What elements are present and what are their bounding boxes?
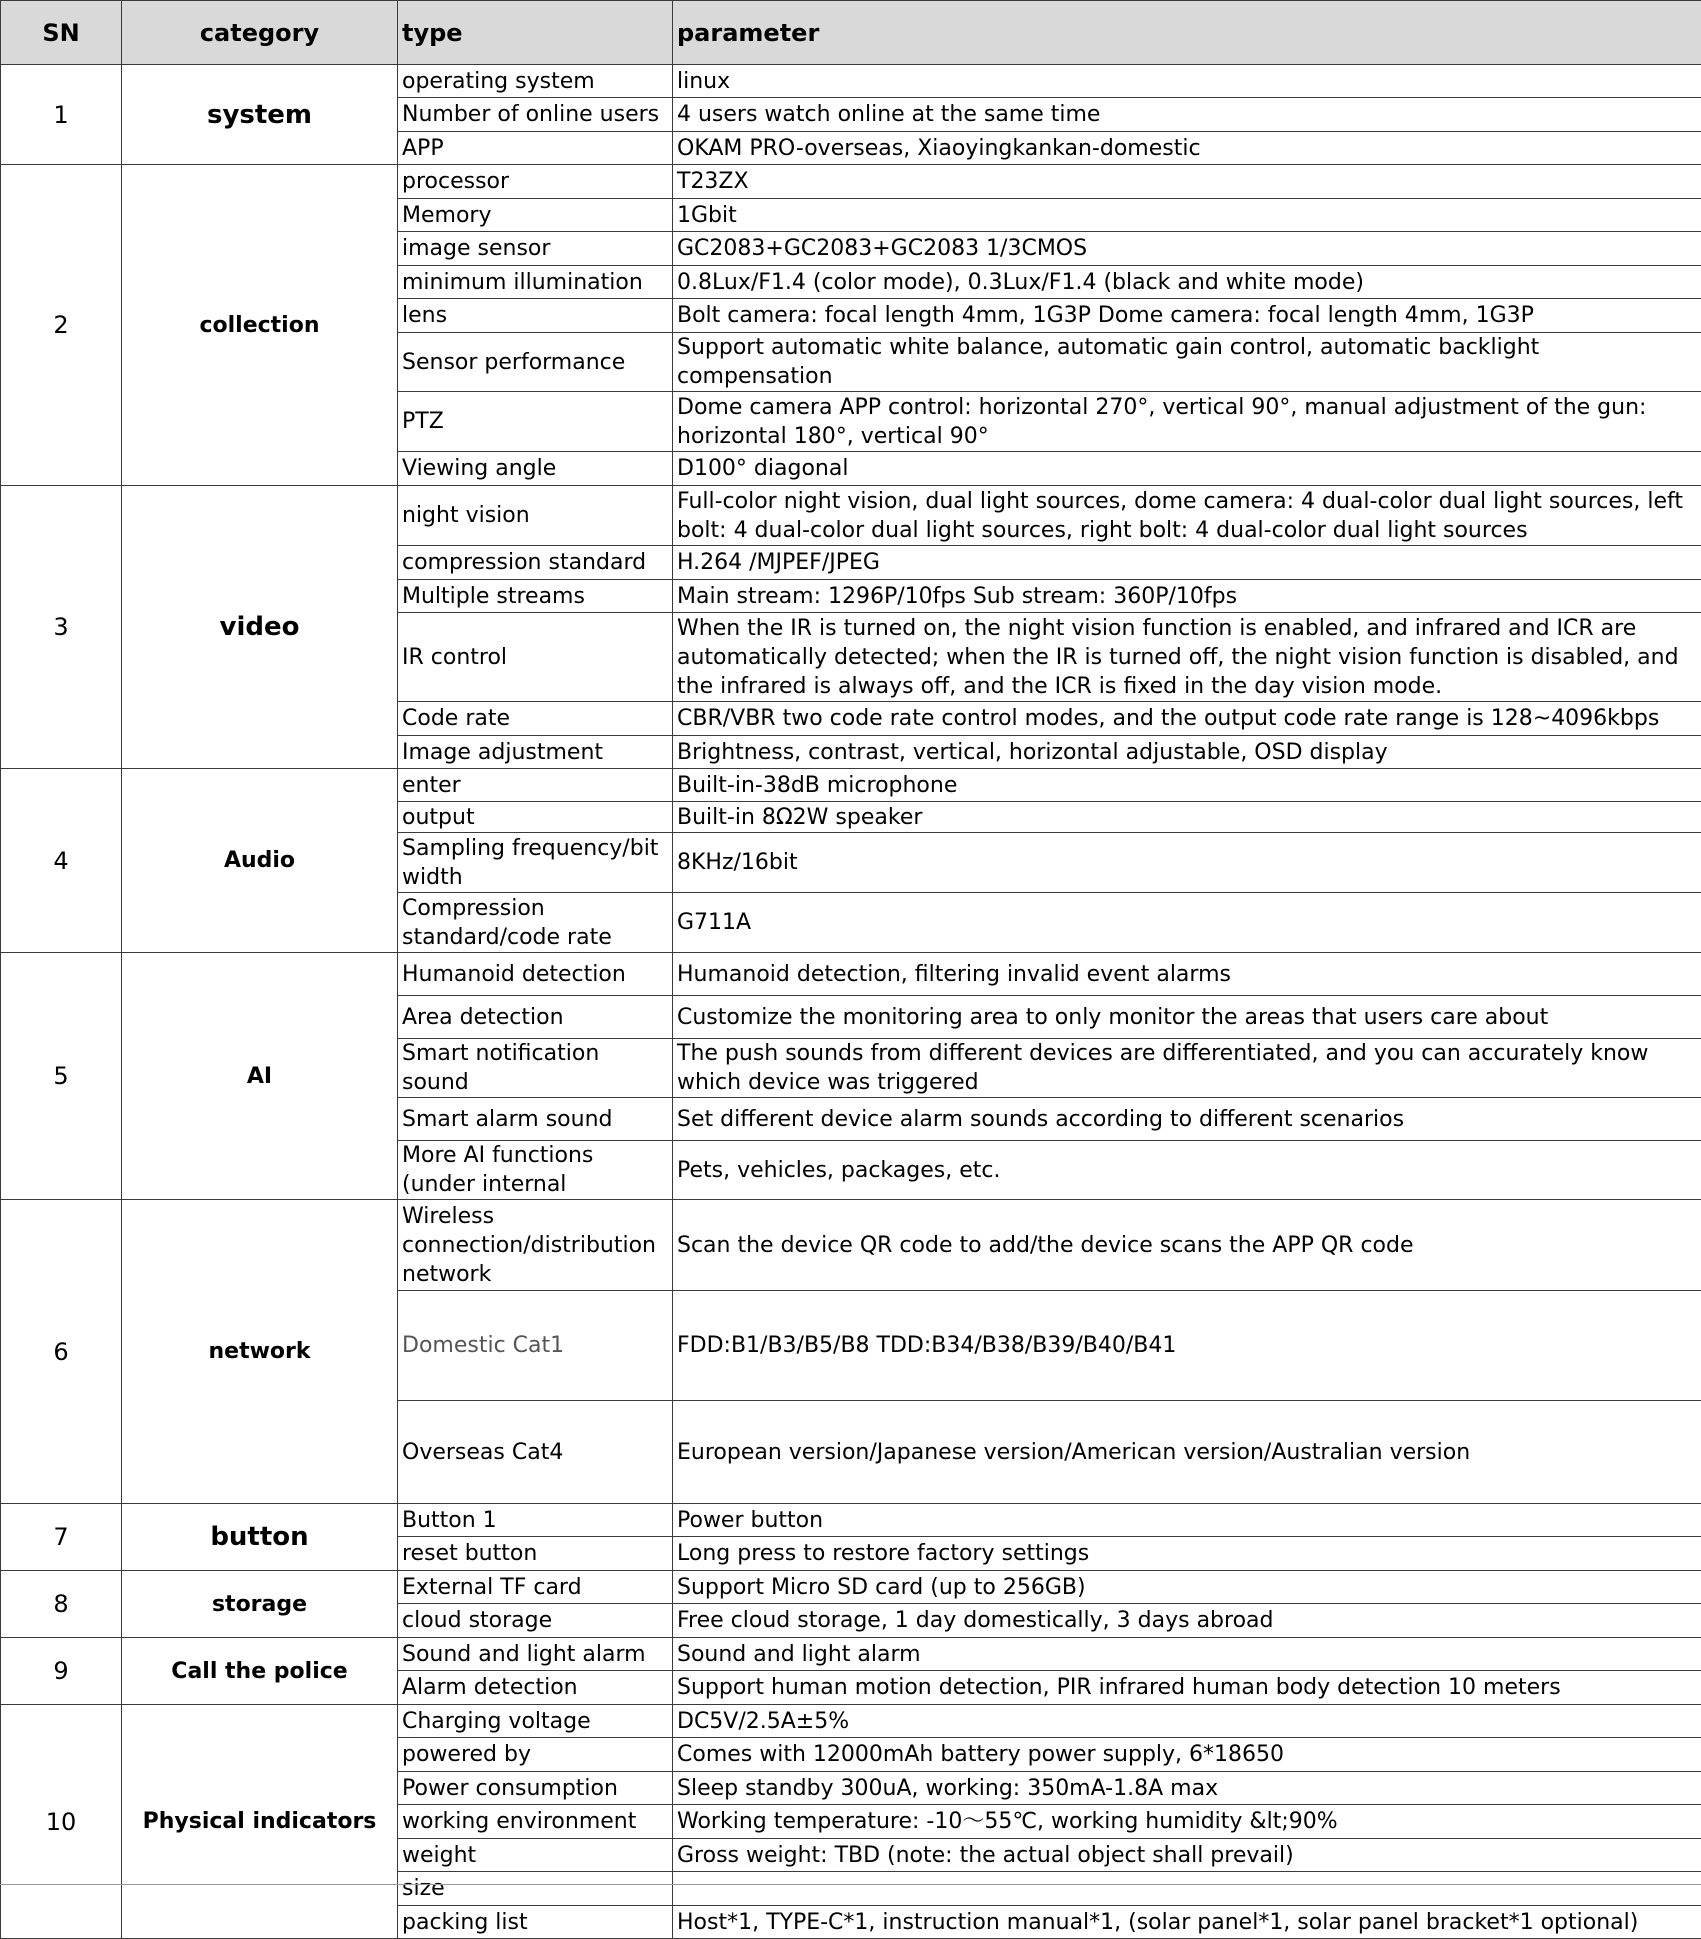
- table-row: [1, 486, 1701, 546]
- type-cell: External TF card: [398, 1571, 673, 1604]
- parameter-cell: GC2083+GC2083+GC2083 1/3CMOS: [673, 232, 1701, 266]
- type-cell: Smart alarm sound: [398, 1098, 673, 1141]
- type-cell: output: [398, 802, 673, 833]
- parameter-cell: Dome camera APP control: horizontal 270°, vertical 90°, manual adjustment of the gun: horizontal 180°, vertical 90°: [673, 392, 1701, 452]
- type-cell: operating system: [398, 65, 673, 98]
- parameter-cell: DC5V/2.5A±5%: [673, 1705, 1701, 1738]
- parameter-cell: FDD:B1/B3/B5/B8 TDD:B34/B38/B39/B40/B41: [673, 1291, 1701, 1401]
- type-cell: Button 1: [398, 1504, 673, 1537]
- type-cell: Sensor performance: [398, 333, 673, 392]
- type-cell: night vision: [398, 486, 673, 546]
- category-cell: Physical indicators: [122, 1705, 398, 1939]
- type-cell: Area detection: [398, 996, 673, 1039]
- sn-cell: 7: [1, 1504, 122, 1571]
- type-cell: enter: [398, 769, 673, 802]
- type-cell: Sound and light alarm: [398, 1638, 673, 1671]
- type-cell: Viewing angle: [398, 452, 673, 486]
- type-cell: Image adjustment: [398, 736, 673, 769]
- type-cell: size: [398, 1872, 673, 1906]
- sn-cell: 9: [1, 1638, 122, 1705]
- header-parameter: parameter: [673, 1, 1701, 65]
- category-cell: video: [122, 486, 398, 769]
- category-cell: Call the police: [122, 1638, 398, 1705]
- parameter-cell: Built-in 8Ω2W speaker: [673, 802, 1701, 833]
- category-cell: Audio: [122, 769, 398, 953]
- type-cell: processor: [398, 165, 673, 199]
- sn-cell: 2: [1, 165, 122, 486]
- parameter-cell: 0.8Lux/F1.4 (color mode), 0.3Lux/F1.4 (black and white mode): [673, 266, 1701, 299]
- table-row: [1, 1638, 1701, 1671]
- parameter-cell: Support automatic white balance, automatic gain control, automatic backlight compensation: [673, 333, 1701, 392]
- type-cell: Humanoid detection: [398, 953, 673, 996]
- parameter-cell: Free cloud storage, 1 day domestically, 3 days abroad: [673, 1604, 1701, 1638]
- category-cell: collection: [122, 165, 398, 486]
- parameter-cell: When the IR is turned on, the night vision function is enabled, and infrared and ICR are automatically detected; when the IR is turned off, the night vision function is disabled, and the infrared is always off, and the ICR is fixed in the day vision mode.: [673, 613, 1701, 702]
- parameter-cell: Support human motion detection, PIR infrared human body detection 10 meters: [673, 1671, 1701, 1705]
- parameter-cell: Bolt camera: focal length 4mm, 1G3P Dome camera: focal length 4mm, 1G3P: [673, 299, 1701, 333]
- type-cell: powered by: [398, 1738, 673, 1772]
- parameter-cell: G711A: [673, 893, 1701, 953]
- table-row: [1, 1200, 1701, 1291]
- parameter-cell: Set different device alarm sounds according to different scenarios: [673, 1098, 1701, 1141]
- type-cell: Wireless connection/distribution network: [398, 1200, 673, 1291]
- parameter-cell: D100° diagonal: [673, 452, 1701, 486]
- parameter-cell: 4 users watch online at the same time: [673, 98, 1701, 132]
- type-cell: Alarm detection: [398, 1671, 673, 1705]
- type-cell: Memory: [398, 199, 673, 232]
- type-cell: working environment: [398, 1805, 673, 1839]
- sn-cell: 8: [1, 1571, 122, 1638]
- parameter-cell: CBR/VBR two code rate control modes, and the output code rate range is 128~4096kbps: [673, 702, 1701, 736]
- table-row: [1, 953, 1701, 996]
- type-cell: Multiple streams: [398, 580, 673, 613]
- table-row: [1, 1571, 1701, 1604]
- parameter-cell: [673, 1872, 1701, 1906]
- type-cell: Number of online users: [398, 98, 673, 132]
- sn-cell: 4: [1, 769, 122, 953]
- category-cell: AI: [122, 953, 398, 1200]
- parameter-cell: Built-in-38dB microphone: [673, 769, 1701, 802]
- sn-cell: 6: [1, 1200, 122, 1504]
- sn-cell: 3: [1, 486, 122, 769]
- type-cell: packing list: [398, 1906, 673, 1939]
- table-row: [1, 1504, 1701, 1537]
- parameter-cell: Long press to restore factory settings: [673, 1537, 1701, 1571]
- bottom-divider: [0, 1884, 1701, 1885]
- header-type: type: [398, 1, 673, 65]
- category-cell: network: [122, 1200, 398, 1504]
- parameter-cell: Customize the monitoring area to only monitor the areas that users care about: [673, 996, 1701, 1039]
- parameter-cell: H.264 /MJPEF/JPEG: [673, 546, 1701, 580]
- table-row: [1, 165, 1701, 199]
- parameter-cell: Scan the device QR code to add/the device scans the APP QR code: [673, 1200, 1701, 1291]
- type-cell: Code rate: [398, 702, 673, 736]
- category-cell: storage: [122, 1571, 398, 1638]
- parameter-cell: Comes with 12000mAh battery power supply, 6*18650: [673, 1738, 1701, 1772]
- table-row: [1, 65, 1701, 98]
- parameter-cell: Host*1, TYPE-C*1, instruction manual*1, (solar panel*1, solar panel bracket*1 optional): [673, 1906, 1701, 1939]
- sn-cell: 1: [1, 65, 122, 165]
- sn-cell: 10: [1, 1705, 122, 1939]
- table-row: [1, 1705, 1701, 1738]
- type-cell: cloud storage: [398, 1604, 673, 1638]
- parameter-cell: Pets, vehicles, packages, etc.: [673, 1141, 1701, 1200]
- table-row: [1, 769, 1701, 802]
- parameter-cell: OKAM PRO-overseas, Xiaoyingkankan-domestic: [673, 132, 1701, 165]
- parameter-cell: European version/Japanese version/American version/Australian version: [673, 1401, 1701, 1504]
- sn-cell: 5: [1, 953, 122, 1200]
- parameter-cell: 1Gbit: [673, 199, 1701, 232]
- type-cell: Sampling frequency/bit width: [398, 833, 673, 893]
- type-cell: Smart notification sound: [398, 1039, 673, 1098]
- parameter-cell: Main stream: 1296P/10fps Sub stream: 360P/10fps: [673, 580, 1701, 613]
- parameter-cell: Sound and light alarm: [673, 1638, 1701, 1671]
- parameter-cell: Support Micro SD card (up to 256GB): [673, 1571, 1701, 1604]
- header-row: [1, 1, 1701, 65]
- type-cell: Power consumption: [398, 1772, 673, 1805]
- type-cell: More AI functions (under internal: [398, 1141, 673, 1200]
- type-cell: Charging voltage: [398, 1705, 673, 1738]
- type-cell: APP: [398, 132, 673, 165]
- type-cell: PTZ: [398, 392, 673, 452]
- type-cell: reset button: [398, 1537, 673, 1571]
- parameter-cell: Gross weight: TBD (note: the actual object shall prevail): [673, 1839, 1701, 1872]
- header-category: category: [122, 1, 398, 65]
- type-cell: IR control: [398, 613, 673, 702]
- parameter-cell: Brightness, contrast, vertical, horizontal adjustable, OSD display: [673, 736, 1701, 769]
- type-cell: Overseas Cat4: [398, 1401, 673, 1504]
- type-cell: weight: [398, 1839, 673, 1872]
- type-cell: Domestic Cat1: [398, 1291, 673, 1401]
- parameter-cell: Power button: [673, 1504, 1701, 1537]
- type-cell: minimum illumination: [398, 266, 673, 299]
- parameter-cell: 8KHz/16bit: [673, 833, 1701, 893]
- type-cell: Compression standard/code rate: [398, 893, 673, 953]
- category-cell: system: [122, 65, 398, 165]
- type-cell: compression standard: [398, 546, 673, 580]
- parameter-cell: linux: [673, 65, 1701, 98]
- category-cell: button: [122, 1504, 398, 1571]
- header-sn: SN: [1, 1, 122, 65]
- parameter-cell: T23ZX: [673, 165, 1701, 199]
- parameter-cell: Humanoid detection, filtering invalid event alarms: [673, 953, 1701, 996]
- parameter-cell: Sleep standby 300uA, working: 350mA-1.8A max: [673, 1772, 1701, 1805]
- parameter-cell: Full-color night vision, dual light sources, dome camera: 4 dual-color dual light sources, left bolt: 4 dual-color dual light sources, right bolt: 4 dual-color dual light sources: [673, 486, 1701, 546]
- parameter-cell: The push sounds from different devices are differentiated, and you can accurately know which device was triggered: [673, 1039, 1701, 1098]
- type-cell: image sensor: [398, 232, 673, 266]
- parameter-cell: Working temperature: -10～55℃, working humidity &lt;90%: [673, 1805, 1701, 1839]
- type-cell: lens: [398, 299, 673, 333]
